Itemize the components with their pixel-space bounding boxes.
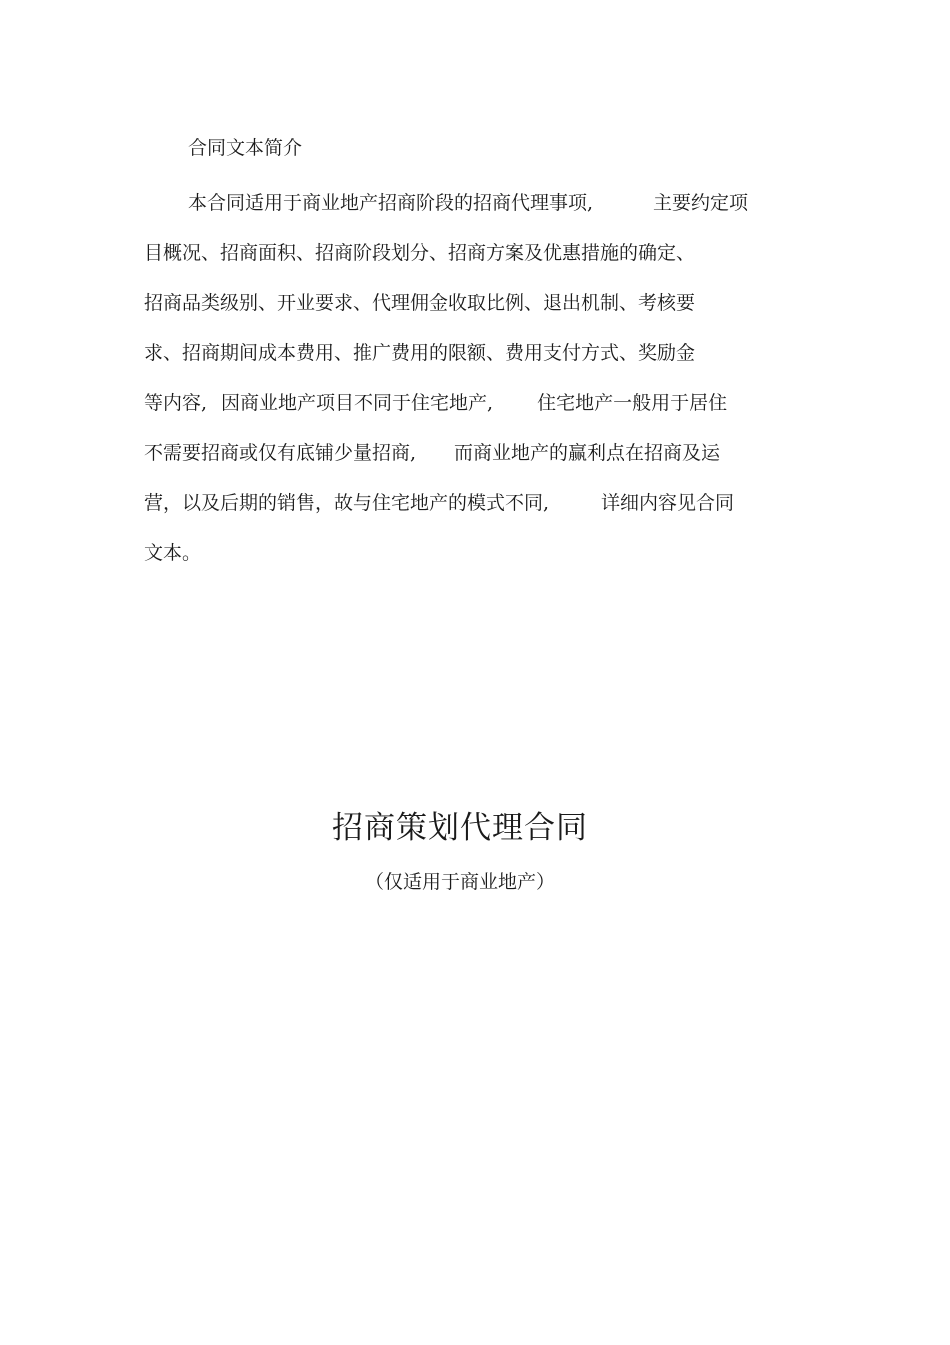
intro-line-2-part-1: 目概况、招商面积、招商阶段划分、招商方案及优惠措施的确定、 [144, 242, 696, 264]
intro-line-5 [144, 389, 727, 417]
intro-line-7-part-2: 详细内容见合同 [601, 492, 735, 514]
intro-line-2 [144, 239, 695, 267]
intro-line-7 [144, 489, 734, 517]
intro-line-3-part-1: 招商品类级别、开业要求、代理佣金收取比例、退出机制、考核要 [144, 292, 696, 314]
intro-line-8 [144, 539, 201, 567]
intro-line-8-part-1: 文本。 [144, 542, 202, 564]
intro-heading: 合同文本简介 [188, 137, 303, 159]
contract-title: 招商策划代理合同 [332, 810, 588, 846]
intro-line-6-part-1: 不需要招商或仅有底铺少量招商, [144, 442, 417, 464]
intro-line-3 [144, 289, 695, 317]
intro-line-4 [144, 339, 695, 367]
contract-subtitle: （仅适用于商业地产） [364, 871, 555, 893]
intro-line-4-part-1: 求、招商期间成本费用、推广费用的限额、费用支付方式、奖励金 [144, 342, 696, 364]
intro-line-1-part-1: 本合同适用于商业地产招商阶段的招商代理事项, [188, 192, 594, 214]
intro-line-5-part-3: 住宅地产一般用于居住 [537, 392, 728, 414]
intro-line-5-part-2: 因商业地产项目不同于住宅地产, [221, 392, 494, 414]
intro-line-1-part-2: 主要约定项 [653, 192, 749, 214]
intro-line-7-part-1: 营，以及后期的销售，故与住宅地产的模式不同, [144, 492, 550, 514]
intro-line-6 [144, 439, 720, 467]
intro-line-6-part-2: 而商业地产的赢利点在招商及运 [454, 442, 721, 464]
intro-line-1 [188, 189, 748, 217]
intro-line-5-part-1: 等内容, [144, 392, 208, 414]
